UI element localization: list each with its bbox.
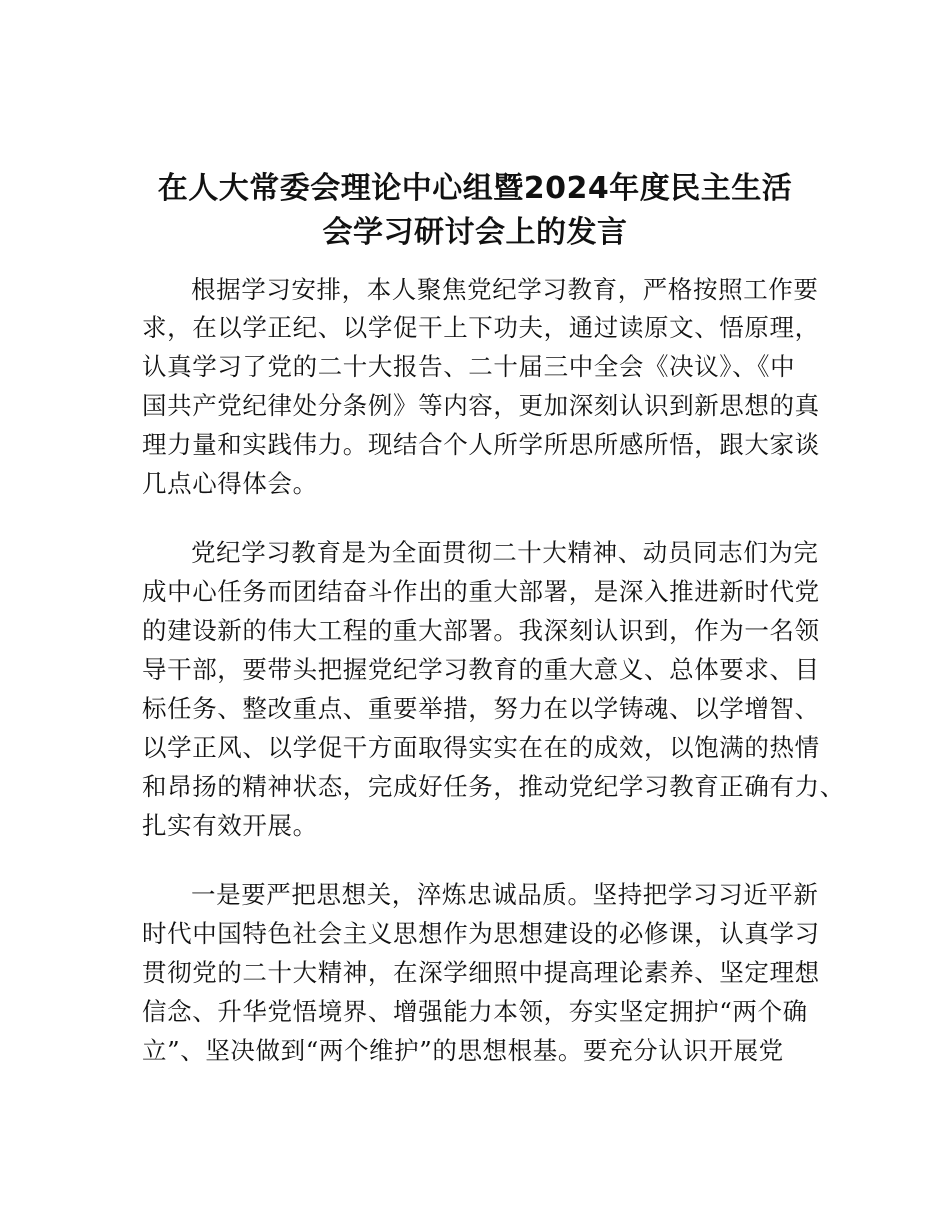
- paragraph-3-line-1: 一是要严把思想关，淬炼忠诚品质。坚持把学习习近平新: [191, 880, 819, 909]
- paragraph-3-line-2: 时代中国特色社会主义思想作为思想建设的必修课，认真学习: [142, 919, 820, 948]
- paragraph-1-line-5: 理力量和实践伟力。现结合个人所学所思所感所悟，跟大家谈: [142, 430, 820, 459]
- paragraph-1-line-3: 认真学习了党的二十大报告、二十届三中全会《决议》、《中: [142, 352, 796, 381]
- paragraph-2-line-4: 导干部，要带头把握党纪学习教育的重大意义、总体要求、目: [142, 655, 820, 684]
- paragraph-2-line-3: 的建设新的伟大工程的重大部署。我深刻认识到，作为一名领: [142, 616, 820, 645]
- paragraph-2-line-7: 和昂扬的精神状态，完成好任务，推动党纪学习教育正确有力、: [142, 772, 845, 801]
- paragraph-2-line-2: 成中心任务而团结奋斗作出的重大部署，是深入推进新时代党: [142, 577, 820, 606]
- paragraph-2-line-6: 以学正风、以学促干方面取得实实在在的成效，以饱满的热情: [142, 733, 820, 762]
- paragraph-3-line-3: 贯彻党的二十大精神，在深学细照中提高理论素养、坚定理想: [142, 958, 820, 987]
- document-title-line-1: 在人大常委会理论中心组暨2024年度民主生活: [157, 171, 793, 206]
- paragraph-1-line-2: 求，在以学正纪、以学促干上下功夫，通过读原文、悟原理，: [142, 313, 820, 342]
- document-title-line-2: 会学习研讨会上的发言: [322, 215, 628, 250]
- paragraph-1-line-6: 几点心得体会。: [142, 469, 318, 498]
- paragraph-3-line-5: 立”、坚决做到“两个维护”的思想根基。要充分认识开展党: [142, 1036, 784, 1065]
- paragraph-1-line-1: 根据学习安排，本人聚焦党纪学习教育，严格按照工作要: [191, 275, 819, 304]
- paragraph-3-line-4: 信念、升华党悟境界、增强能力本领，夯实坚定拥护“两个确: [142, 997, 808, 1026]
- paragraph-2-line-1: 党纪学习教育是为全面贯彻二十大精神、动员同志们为完: [191, 538, 819, 567]
- paragraph-2-line-5: 标任务、整改重点、重要举措，努力在以学铸魂、以学增智、: [142, 694, 820, 723]
- paragraph-1-line-4: 国共产党纪律处分条例》等内容，更加深刻认识到新思想的真: [142, 391, 820, 420]
- paragraph-2-line-8: 扎实有效开展。: [142, 811, 318, 840]
